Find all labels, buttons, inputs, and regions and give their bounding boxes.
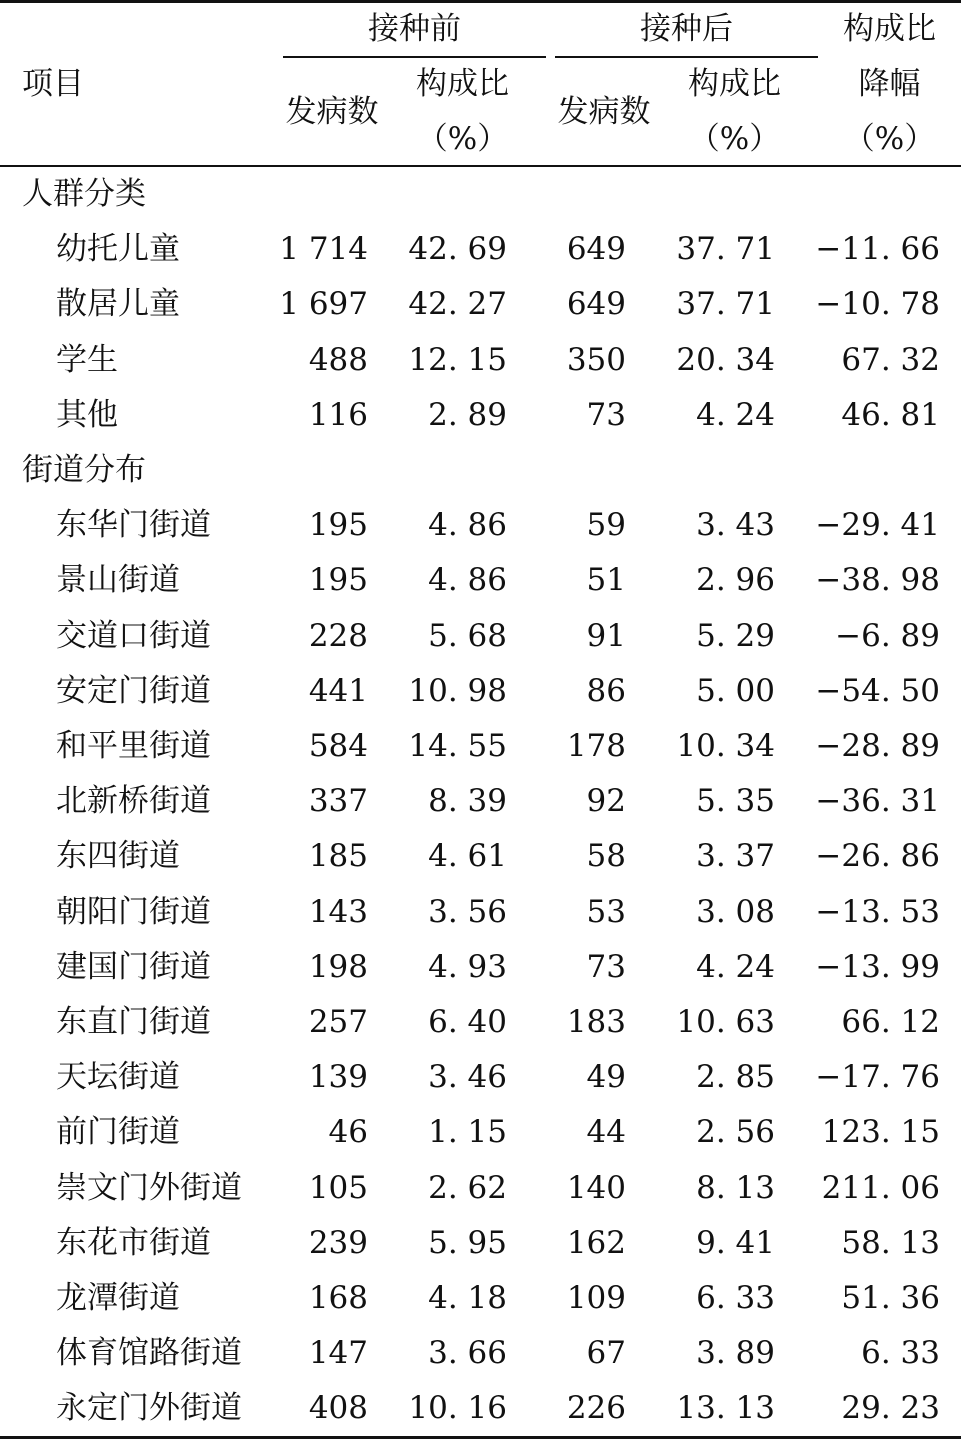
before-pct-cell: 5. 68: [428, 617, 507, 654]
header-decline-line1: 构成比: [843, 11, 936, 47]
after-pct-cell: 2. 85: [696, 1059, 775, 1096]
row-name-cell: 前门街道: [56, 1114, 180, 1151]
before-cases-cell: 257: [308, 1004, 368, 1040]
after-pct-cell: 10. 63: [676, 1004, 775, 1040]
before-cases-cell: 195: [308, 507, 368, 544]
after-cases-cell: 73: [586, 396, 626, 433]
header-before-ratio: 构成比: [416, 66, 509, 102]
decline-cell: 58. 13: [841, 1224, 940, 1261]
row-name-cell: 景山街道: [56, 562, 180, 599]
row-name-cell: 学生: [56, 341, 118, 378]
row-name-cell: 崇文门外街道: [56, 1169, 242, 1206]
after-cases-cell: 44: [586, 1114, 626, 1151]
before-pct-cell: 4. 86: [428, 507, 507, 544]
row-name-cell: 天坛街道: [56, 1059, 180, 1096]
header-bottom-rule: [0, 165, 961, 167]
before-pct-cell: 10. 16: [408, 1390, 507, 1427]
row-name-cell: 和平里街道: [56, 728, 211, 764]
before-pct-cell: 4. 93: [428, 948, 507, 985]
after-cases-cell: 162: [566, 1224, 626, 1261]
decline-cell: −54. 50: [815, 672, 940, 709]
after-pct-cell: 13. 13: [676, 1390, 775, 1427]
before-pct-cell: 4. 18: [428, 1280, 507, 1316]
before-cases-cell: 584: [308, 728, 368, 764]
row-name-cell: 东直门街道: [56, 1004, 211, 1040]
before-pct-cell: 3. 66: [428, 1335, 507, 1372]
after-pct-cell: 8. 13: [696, 1169, 775, 1206]
before-cases-cell: 185: [308, 838, 368, 875]
header-before-cases: 发病数: [285, 94, 379, 130]
row-name-cell: 幼托儿童: [56, 231, 180, 268]
after-pct-cell: 5. 00: [696, 672, 775, 709]
header-item: 项目: [22, 66, 84, 102]
before-pct-cell: 14. 55: [408, 728, 507, 764]
after-cases-cell: 140: [566, 1169, 626, 1206]
after-pct-cell: 4. 24: [696, 396, 775, 433]
before-cases-cell: 195: [308, 562, 368, 599]
before-cases-cell: 198: [308, 948, 368, 985]
row-name-cell: 安定门街道: [56, 672, 211, 709]
decline-cell: −26. 86: [815, 838, 940, 875]
before-group-underline: [283, 56, 546, 58]
after-cases-cell: 58: [586, 838, 626, 875]
before-cases-cell: 116: [308, 396, 368, 433]
row-name-cell: 永定门外街道: [56, 1390, 242, 1427]
row-name-cell: 交道口街道: [56, 617, 211, 654]
row-name-cell: 朝阳门街道: [56, 893, 211, 930]
before-cases-cell: 441: [308, 672, 368, 709]
decline-cell: −13. 99: [815, 948, 940, 985]
before-pct-cell: 8. 39: [428, 783, 507, 820]
decline-cell: 67. 32: [841, 341, 940, 378]
decline-cell: 123. 15: [821, 1114, 940, 1151]
before-cases-cell: 1 714: [279, 231, 368, 268]
after-cases-cell: 350: [566, 341, 626, 378]
after-group-underline: [555, 56, 818, 58]
decline-cell: −13. 53: [815, 893, 940, 930]
after-cases-cell: 73: [586, 948, 626, 985]
header-decline-line2: 降幅: [858, 66, 921, 102]
before-pct-cell: 5. 95: [428, 1224, 507, 1261]
before-pct-cell: 3. 46: [428, 1059, 507, 1096]
decline-cell: 211. 06: [821, 1169, 940, 1206]
after-cases-cell: 49: [586, 1059, 626, 1096]
after-cases-cell: 59: [586, 507, 626, 544]
before-pct-cell: 1. 15: [428, 1114, 507, 1151]
header-after-unit: （%）: [688, 121, 781, 157]
after-pct-cell: 3. 08: [696, 893, 775, 930]
before-pct-cell: 3. 56: [428, 893, 507, 930]
row-name-cell: 建国门街道: [56, 948, 211, 985]
header-before-unit: （%）: [416, 121, 509, 157]
before-pct-cell: 6. 40: [428, 1004, 507, 1040]
decline-cell: 66. 12: [841, 1004, 940, 1040]
after-cases-cell: 92: [586, 783, 626, 820]
after-cases-cell: 67: [586, 1335, 626, 1372]
after-cases-cell: 226: [566, 1390, 626, 1427]
table-bottom-rule: [0, 1436, 961, 1439]
decline-cell: −11. 66: [815, 231, 940, 268]
section-title: 人群分类: [22, 176, 146, 212]
section-title: 街道分布: [22, 452, 146, 488]
row-name-cell: 体育馆路街道: [56, 1335, 242, 1372]
decline-cell: −10. 78: [815, 286, 940, 323]
header-after-cases: 发病数: [557, 94, 651, 130]
decline-cell: 29. 23: [841, 1390, 940, 1427]
after-pct-cell: 9. 41: [696, 1224, 775, 1261]
before-pct-cell: 2. 89: [428, 396, 507, 433]
before-cases-cell: 139: [308, 1059, 368, 1096]
before-cases-cell: 143: [308, 893, 368, 930]
after-cases-cell: 53: [586, 893, 626, 930]
row-name-cell: 东华门街道: [56, 507, 211, 544]
decline-cell: 51. 36: [841, 1280, 940, 1316]
before-cases-cell: 46: [328, 1114, 368, 1151]
after-pct-cell: 20. 34: [676, 341, 775, 378]
row-name-cell: 东花市街道: [56, 1224, 211, 1261]
header-before-group: 接种前: [368, 11, 461, 47]
before-cases-cell: 239: [308, 1224, 368, 1261]
before-pct-cell: 2. 62: [428, 1169, 507, 1206]
decline-cell: −38. 98: [815, 562, 940, 599]
before-cases-cell: 147: [308, 1335, 368, 1372]
before-cases-cell: 228: [308, 617, 368, 654]
row-name-cell: 龙潭街道: [56, 1280, 180, 1316]
before-cases-cell: 408: [308, 1390, 368, 1427]
before-pct-cell: 42. 27: [408, 286, 507, 323]
after-cases-cell: 183: [566, 1004, 626, 1040]
after-pct-cell: 2. 56: [696, 1114, 775, 1151]
row-name-cell: 东四街道: [56, 838, 180, 875]
before-cases-cell: 168: [308, 1280, 368, 1316]
after-pct-cell: 6. 33: [696, 1280, 775, 1316]
after-cases-cell: 649: [566, 286, 626, 323]
before-pct-cell: 4. 86: [428, 562, 507, 599]
before-cases-cell: 337: [308, 783, 368, 820]
before-pct-cell: 10. 98: [408, 672, 507, 709]
header-decline-unit: （%）: [843, 121, 936, 157]
after-pct-cell: 5. 35: [696, 783, 775, 820]
decline-cell: −36. 31: [815, 783, 940, 820]
before-pct-cell: 42. 69: [408, 231, 507, 268]
table-top-rule: [0, 0, 961, 3]
after-pct-cell: 2. 96: [696, 562, 775, 599]
decline-cell: 6. 33: [861, 1335, 940, 1372]
row-name-cell: 散居儿童: [56, 286, 180, 323]
before-cases-cell: 1 697: [279, 286, 368, 323]
after-pct-cell: 3. 89: [696, 1335, 775, 1372]
after-cases-cell: 649: [566, 231, 626, 268]
decline-cell: −28. 89: [815, 728, 940, 764]
after-pct-cell: 4. 24: [696, 948, 775, 985]
after-cases-cell: 91: [586, 617, 626, 654]
after-pct-cell: 5. 29: [696, 617, 775, 654]
decline-cell: −17. 76: [815, 1059, 940, 1096]
header-after-ratio: 构成比: [688, 66, 781, 102]
after-pct-cell: 37. 71: [676, 231, 775, 268]
before-pct-cell: 12. 15: [408, 341, 507, 378]
row-name-cell: 其他: [56, 396, 118, 433]
after-cases-cell: 51: [586, 562, 626, 599]
before-cases-cell: 105: [308, 1169, 368, 1206]
before-pct-cell: 4. 61: [428, 838, 507, 875]
header-after-group: 接种后: [640, 11, 733, 47]
decline-cell: 46. 81: [841, 396, 940, 433]
after-cases-cell: 178: [566, 728, 626, 764]
after-cases-cell: 109: [566, 1280, 626, 1316]
decline-cell: −6. 89: [835, 617, 940, 654]
after-pct-cell: 10. 34: [676, 728, 775, 764]
before-cases-cell: 488: [308, 341, 368, 378]
after-pct-cell: 3. 43: [696, 507, 775, 544]
after-pct-cell: 3. 37: [696, 838, 775, 875]
after-cases-cell: 86: [586, 672, 626, 709]
row-name-cell: 北新桥街道: [56, 783, 211, 820]
decline-cell: −29. 41: [815, 507, 940, 544]
after-pct-cell: 37. 71: [676, 286, 775, 323]
